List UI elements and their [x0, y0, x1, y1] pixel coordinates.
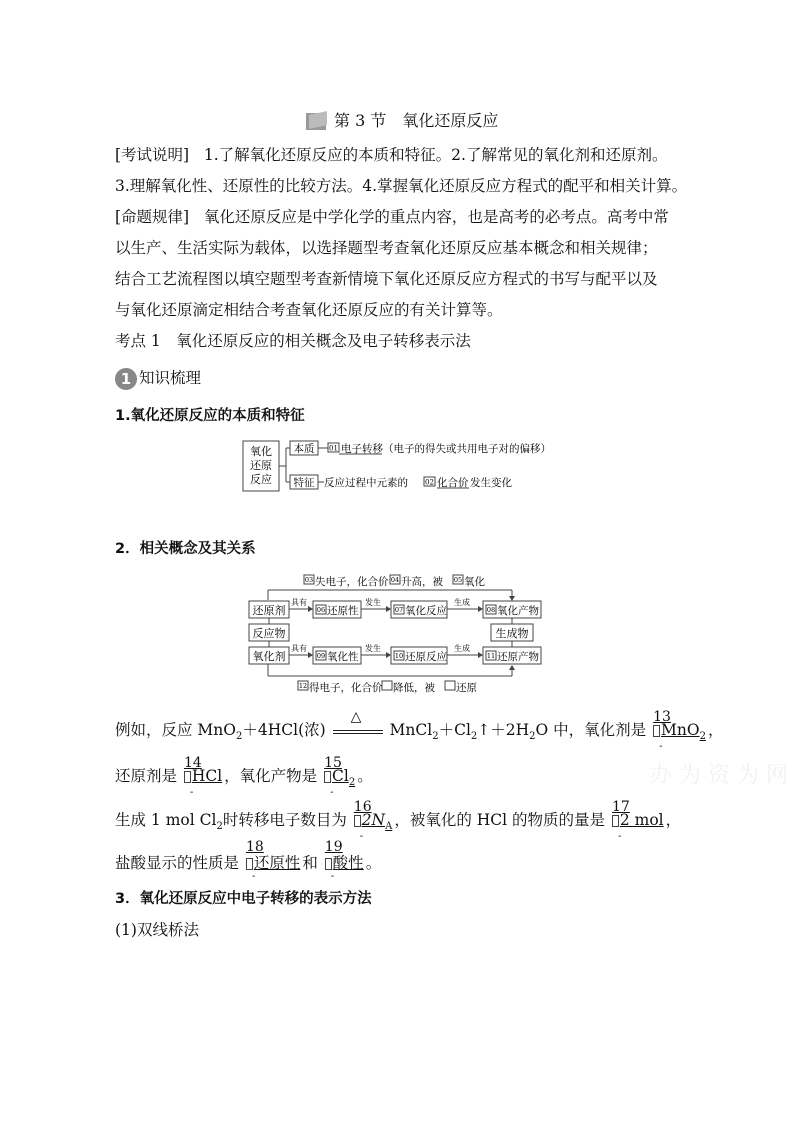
rule-note-3: 结合工艺流程图以填空题型考查新情境下氧化还原反应方程式的书写与配平以及 [115, 270, 658, 288]
top-arc-text: 失电子，化合价 [315, 576, 389, 588]
essence-text: 电子转移（电子的得失或共用电子对的偏移） [341, 443, 551, 455]
arrow-label: 发生 [365, 598, 381, 607]
blank-number: 11 [486, 652, 496, 660]
rule-note: [命题规律] 氧化还原反应是中学化学的重点内容，也是高考的必考点。高考中常 [115, 208, 669, 226]
topic-heading: 考点 1 氧化还原反应的相关概念及电子转移表示法 [115, 332, 471, 350]
oxidation-product-box: 氧化产物 [497, 605, 539, 617]
diagram-label: 还原 [250, 459, 272, 472]
example-line-3: 生成 1 mol $Cl_2$时转移电子数目为 16 $2N_A$ - ，被氧化的 HCl 的物质的量是 17 2 mol - ， [115, 799, 682, 842]
feature-text: 反应过程中元素的 [324, 477, 408, 489]
diagram-label: 氧化 [250, 445, 272, 458]
heat-triangle-icon: △ [350, 709, 362, 725]
essence-label: 本质 [293, 443, 315, 455]
blank-number: 12 [298, 682, 308, 690]
reactant-box: 反应物 [252, 627, 286, 640]
blank-number: 02 [425, 478, 434, 487]
oxidizability-box: 氧化性 [327, 651, 359, 663]
bottom-arc-text: 还原 [456, 682, 477, 694]
heading-1: 1.氧化还原反应的本质和特征 [115, 408, 305, 424]
heading-3: 3．氧化还原反应中电子转移的表示方法 [115, 891, 372, 907]
bottom-arc-text: 得电子，化合价 [309, 682, 383, 694]
oxidizer-box: 氧化剂 [252, 650, 286, 663]
arrow-label: 生成 [454, 644, 470, 653]
example-line-4: 盐酸显示的性质是 18 还原性 - 和 19 酸性 - 。 [115, 839, 382, 882]
blank-number: 05 [453, 576, 463, 584]
blank-number: 04 [390, 576, 400, 584]
blank-number: 01 [329, 444, 338, 453]
arrow-label: 具有 [291, 598, 307, 607]
rule-note-2: 以生产、生活实际为载体，以选择题型考查氧化还原反应基本概念和相关规律； [115, 239, 658, 257]
feature-answer: 化合价 [437, 477, 469, 489]
blank-number: 03 [304, 576, 314, 584]
feature-text: 发生变化 [470, 477, 512, 489]
diagram-label: 反应 [250, 473, 272, 486]
product-box: 生成物 [495, 627, 529, 640]
essence-diagram [240, 436, 560, 496]
heading-2: 2．相关概念及其关系 [115, 541, 256, 557]
top-arc-text: 氧化 [464, 576, 485, 588]
blank-number: 09 [316, 652, 326, 660]
reducer-box: 还原剂 [252, 604, 286, 617]
arrow-label: 发生 [365, 644, 381, 653]
blank-number: 06 [316, 606, 326, 614]
reducibility-box: 还原性 [327, 605, 359, 617]
example-line-1: 例如，反应 MnO$_2$＋4HCl(浓) △ $MnCl_2+Cl_2↑+2H_2O$ 中，氧化剂是 13 MnO$_2$ - ， [115, 709, 724, 752]
exam-note-2: 3.理解氧化性、还原性的比较方法。4.掌握氧化还原反应方程式的配平和相关计算。 [115, 177, 688, 195]
rule-note-4: 与氧化还原滴定相结合考查氧化还原反应的有关计算等。 [115, 301, 503, 319]
example-line-2: 还原剂是 14 HCl - ，氧化产物是 15 $Cl_2$ - 。 [115, 755, 373, 798]
section-title: 第 3 节 氧化还原反应 [306, 108, 498, 131]
oxidation-reaction-box: 氧化反应 [405, 605, 447, 617]
concept-diagram [247, 572, 547, 696]
blank-number: 08 [486, 606, 496, 614]
feature-label: 特征 [293, 477, 315, 489]
exam-note: [考试说明] 1.了解氧化还原反应的本质和特征。2.了解常见的氧化剂和还原剂。 [115, 146, 668, 164]
reduction-product-box: 还原产物 [497, 651, 539, 663]
subheading-bridge: (1)双线桥法 [115, 921, 199, 939]
watermark: 办 为 资 为 网 [650, 763, 788, 788]
blank-number: 10 [394, 652, 404, 660]
bottom-arc-text: 降低，被 [393, 682, 435, 694]
blank-number: 07 [394, 606, 404, 614]
arrow-label: 具有 [291, 644, 307, 653]
top-arc-text: 升高，被 [401, 576, 443, 588]
circle-number-icon: 1 [115, 368, 137, 390]
arrow-label: 生成 [454, 598, 470, 607]
book-icon [306, 110, 328, 130]
knowledge-heading: 1 知识梳理 [115, 366, 201, 390]
reduction-reaction-box: 还原反应 [405, 651, 447, 663]
